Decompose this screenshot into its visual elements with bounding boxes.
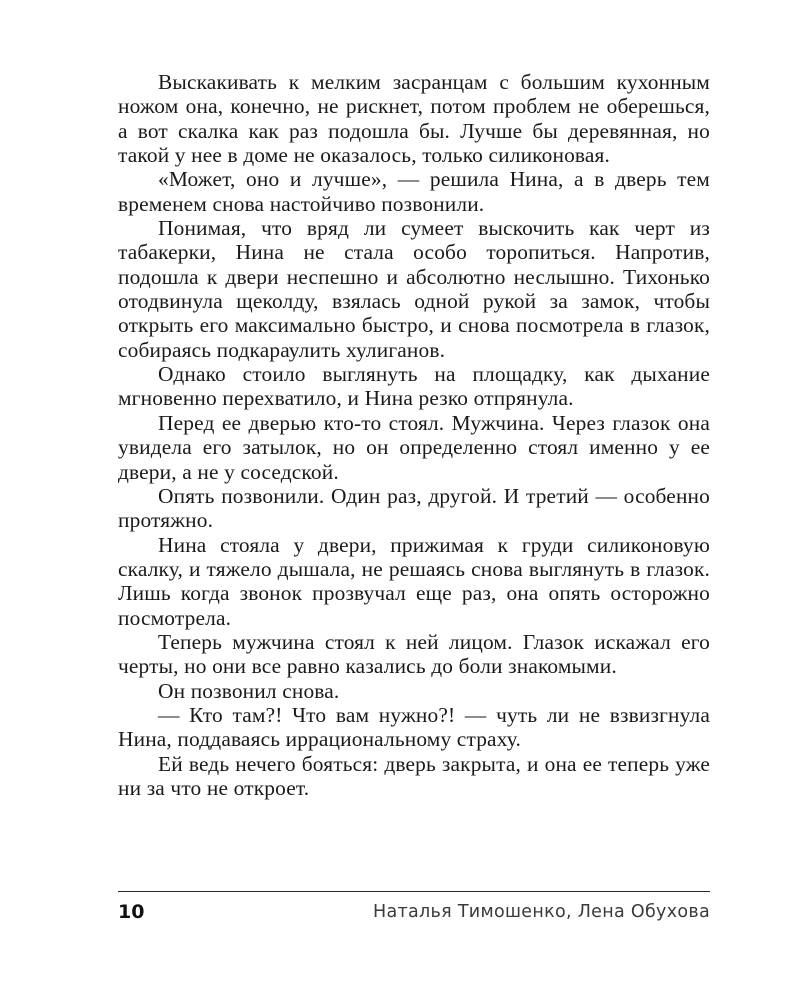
body-text <box>118 70 710 800</box>
paragraph-10: — Кто там?! Что вам нужно?! — чуть ли не взвизгнула Нина, поддаваясь иррациональному страху. <box>118 702 710 752</box>
paragraph-4: Однако стоило выглянуть на площадку, как дыхание мгновенно перехватило, и Нина резко отпрянула. <box>118 362 710 411</box>
paragraph-7: Нина стояла у двери, прижимая к груди силиконовую скалку, и тяжело дышала, не решаясь снова выглянуть в глазок. Лишь когда звонок прозвучал еще раз, она опять осторожно посмотрела. <box>118 532 710 630</box>
paragraph-6: Опять позвонили. Один раз, другой. И третий — особенно протяжно. <box>118 483 710 533</box>
footer-divider <box>118 891 710 892</box>
paragraph-1: Выскакивать к мелким засранцам с большим кухонным ножом она, конечно, не рискнет, потом проблем не оберешься, а вот скалка как раз подошла бы. Лучше бы деревянная, но такой у нее в доме не оказалось, только силиконовая. <box>118 70 710 168</box>
paragraph-3: Понимая, что вряд ли сумеет выскочить как черт из табакерки, Нина не стала особо торопиться. Напротив, подошла к двери неспешно и абсолютно неслышно. Тихонько отодвинула щеколду, взялась одной рукой за замок, чтобы открыть его максимально быстро, и снова посмотрела в глазок, собираясь подкараулить хулиганов. <box>118 216 710 362</box>
paragraph-8: Теперь мужчина стоял к ней лицом. Глазок искажал его черты, но они все равно казались до боли знакомыми. <box>118 629 710 679</box>
paragraph-2: «Может, оно и лучше», — решила Нина, а в дверь тем временем снова настойчиво позвонили. <box>118 167 710 216</box>
paragraph-11: Ей ведь нечего бояться: дверь закрыта, и она ее теперь уже ни за что не откроет. <box>118 751 710 800</box>
page-number: 10 <box>118 901 145 923</box>
running-footer-authors: Наталья Тимошенко, Лена Обухова <box>373 902 710 922</box>
paragraph-9: Он позвонил снова. <box>158 678 340 703</box>
paragraph-5: Перед ее дверью кто-то стоял. Мужчина. Через глазок она увидела его затылок, но он определенно стоял именно у ее двери, а не у соседской. <box>118 410 710 484</box>
